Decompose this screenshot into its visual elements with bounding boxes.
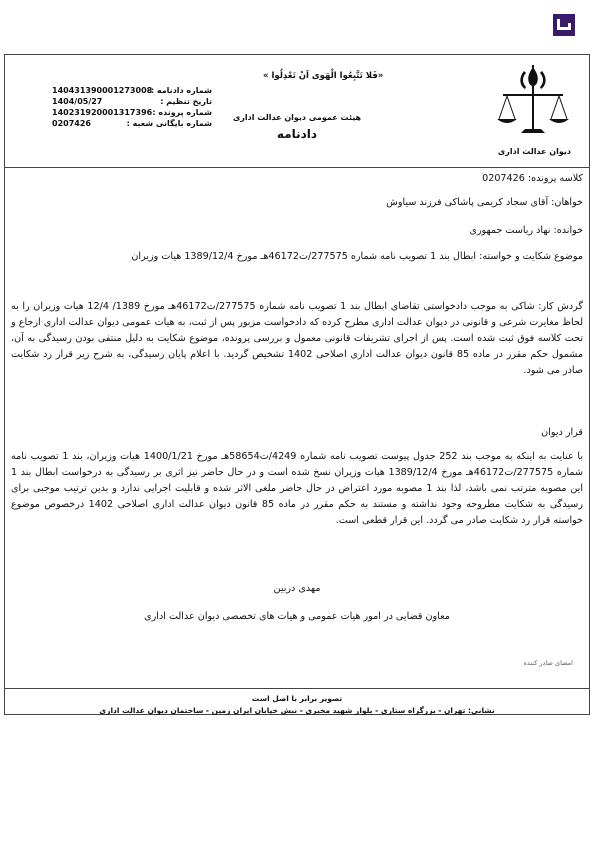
defendant: خوانده: نهاد ریاست جمهوری: [469, 225, 583, 236]
document-header: [5, 55, 589, 168]
meta-row-judgment-number: شماره دادنامه : 140431390001273008: [52, 86, 212, 95]
meta-row-issue-date: تاریخ تنظیم : 1404/05/27: [52, 97, 212, 106]
proceedings-paragraph: گردش کار: شاکی به موجب دادخواستی تقاضای ابطال بند 1 تصویب نامه شماره 277575/ت46172هـ مورخ 1389/ 12/4 هیات وزیران را به لحاظ مغایرت شرعی و قانونی در دیوان عدالت اداری مطرح کرده که دادخواست مزبور پس از ثبت، به هیات عمومی دیوان عدالت اداری ارجاع و تحت کلاسه فوق ثبت شده است. پس از اجرای تشریفات قانونی معمول و بررسی پرونده، موضوع شکایت به دلیل منتفی بودن رسیدگی به آن، مشمول حکم مقرر در ماده 85 قانون دیوان عدالت اداری اصلاحی 1402 تشخیص گردید. با اعلام پایان رسیدگی، به شرح زیر قرار رد شکایت صادر می شود.: [11, 301, 584, 376]
board-title: هیئت عمومی دیوان عدالت اداری: [232, 113, 362, 122]
case-class: کلاسه پرونده: 0207426: [482, 173, 583, 184]
document-metadata: [52, 85, 212, 129]
ruling-paragraph: با عنایت به اینکه به موجب بند 252 جدول پیوست تصویب نامه شماره 4249/ت58654هـ مورخ 1400/1/21 هیات وزیران، بند 1 تصویب نامه شماره 277575/ت46172هـ مورخ 1389/12/4 هیات وزیران نسخ شده است و در حال حاضر نیز اثری بر رسیدگی به درخواست ابطال بند 1 این مصوبه مترتب نمی باشد، لذا بند 1 مصوبه مورد اعتراض در حال حاضر ملغی الاثر شده و قابلیت اجرایی ندارد و بدین ترتیب موجبی برای رسیدگی به شکایت مطروحه وجود نداشته و مستند به حکم مقرر در ماده 85 قانون دیوان عدالت اداری اصلاحی 1402 درخصوص موضوع خواسته قرار رد شکایت صادر می گردد. این قرار قطعی است.: [11, 451, 584, 526]
header-verse: «فَلا تَتَّبِعُوا الْهَوی اَنْ تَعْدِلُوا »: [263, 71, 384, 81]
portal-logo-icon: [553, 14, 575, 36]
signatory-name: مهدی دربین: [273, 583, 321, 594]
court-address: نشانی: تهران - بزرگراه ستاری - بلوار شهید مخبری - نبش خیابان ایران زمین - ساختمان دیوان عدالت اداری: [99, 706, 495, 715]
meta-row-archive-number: شماره بایگانی شعبه : 0207426: [52, 119, 212, 128]
document-frame: [4, 54, 590, 715]
signatory-title: معاون قضایی در امور هیات عمومی و هیات های تخصصی دیوان عدالت اداری: [144, 611, 450, 622]
complaint-subject: موضوع شکایت و خواسته: ابطال بند 1 تصویب نامه شماره 277575/ت46172هـ مورخ 1389/12/4 هیات وزیران: [131, 251, 583, 262]
document-title: دادنامه: [276, 127, 318, 141]
court-name: دیوان عدالت اداری: [497, 147, 571, 156]
certified-copy-note: تصویر برابر با اصل است: [251, 694, 343, 703]
document-footer: [5, 688, 589, 715]
signature-label: امضای صادر کننده: [523, 659, 573, 667]
plaintiff: خواهان: آقای سجاد کریمی پاشاکی فرزند سیاوش: [386, 197, 583, 208]
meta-row-case-number: شماره پرونده : 140231920001317396: [52, 108, 212, 117]
ruling-heading: قرار دیوان: [541, 427, 583, 438]
